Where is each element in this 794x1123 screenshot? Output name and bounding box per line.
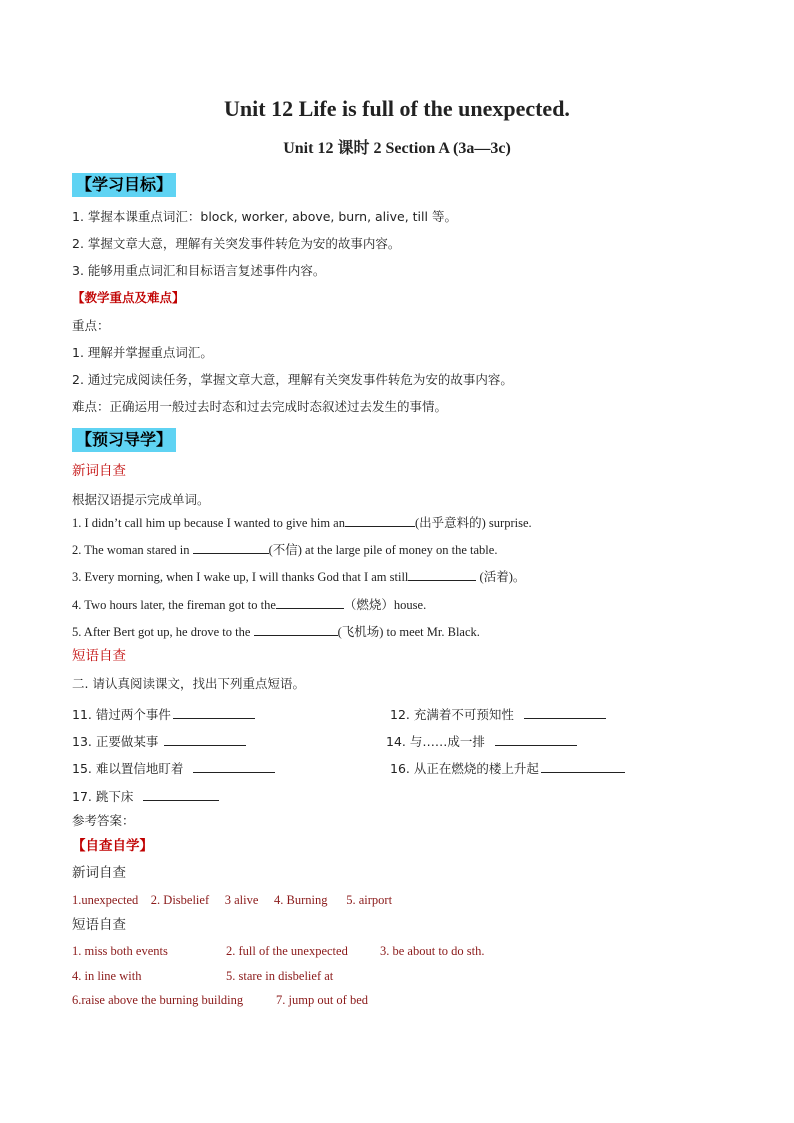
focus-item: 1. 理解并掌握重点词汇。 [72, 345, 213, 360]
answer-blank[interactable] [143, 788, 219, 801]
objectives-heading: 【学习目标】 [72, 173, 176, 197]
vocab-section-label: 新词自查 [72, 463, 126, 479]
phrase-instruction: 二. 请认真阅读课文，找出下列重点短语。 [72, 676, 305, 691]
vocab-item: 3. Every morning, when I wake up, I will thanks God that I am still (活着)。 [72, 570, 526, 584]
phrase-item: 14. 与……成一排 [386, 733, 577, 749]
answer-blank[interactable] [276, 596, 344, 609]
difficulty-text: 难点：正确运用一般过去时态和过去完成时态叙述过去发生的事情。 [72, 399, 448, 414]
answer-blank[interactable] [524, 706, 606, 719]
vocab-item: 4. Two hours later, the fireman got to the （燃烧）house. [72, 598, 427, 612]
answers-phrase-label: 短语自查 [72, 917, 126, 933]
phrase-answer: 4. in line with [72, 969, 142, 983]
phrase-answer: 3. be about to do sth. [380, 944, 485, 958]
objective-item: 2. 掌握文章大意，理解有关突发事件转危为安的故事内容。 [72, 236, 401, 251]
phrase-answer: 6.raise above the burning building [72, 993, 244, 1007]
answer-blank[interactable] [173, 706, 255, 719]
answer-blank[interactable] [345, 514, 415, 527]
page-title: Unit 12 Life is full of the unexpected. [224, 96, 570, 121]
answer-blank[interactable] [164, 733, 246, 746]
vocab-item: 2. The woman stared in (不信) at the large pile of money on the table. [72, 543, 498, 557]
phrase-item: 17. 跳下床 [72, 788, 219, 804]
phrase-item: 15. 难以置信地盯着 [72, 760, 275, 776]
phrase-section-label: 短语自查 [72, 648, 126, 664]
objective-item: 3. 能够用重点词汇和目标语言复述事件内容。 [72, 263, 326, 278]
phrase-answer: 5. stare in disbelief at [226, 969, 334, 983]
focus-item: 2. 通过完成阅读任务，掌握文章大意，理解有关突发事件转危为安的故事内容。 [72, 372, 513, 387]
answer-blank[interactable] [541, 760, 625, 773]
vocab-item: 5. After Bert got up, he drove to the (飞机场) to meet Mr. Black. [72, 625, 480, 639]
vocab-answers: 1.unexpected 2. Disbelief 3 alive 4. Burning 5. airport [72, 893, 393, 907]
answer-blank[interactable] [254, 623, 338, 636]
answer-blank[interactable] [193, 541, 269, 554]
phrase-answer: 2. full of the unexpected [226, 944, 348, 958]
phrase-answer: 7. jump out of bed [276, 993, 369, 1007]
focus-label: 重点： [72, 318, 110, 333]
answers-label: 参考答案： [72, 813, 135, 828]
page-subtitle: Unit 12 课时 2 Section A (3a—3c) [283, 140, 511, 157]
answers-heading: 【自查自学】 [72, 838, 153, 854]
key-points-heading: 【教学重点及难点】 [72, 290, 185, 305]
vocab-instruction: 根据汉语提示完成单词。 [72, 492, 210, 507]
answer-blank[interactable] [408, 568, 476, 581]
objective-item: 1. 掌握本课重点词汇：block, worker, above, burn, alive, till 等。 [72, 209, 457, 224]
preview-heading: 【预习导学】 [72, 428, 176, 452]
phrase-item: 16. 从正在燃烧的楼上升起 [390, 760, 625, 776]
answers-vocab-label: 新词自查 [72, 865, 126, 881]
answer-blank[interactable] [495, 733, 577, 746]
phrase-item: 12. 充满着不可预知性 [390, 706, 606, 722]
phrase-item: 11. 错过两个事件 [72, 706, 255, 722]
phrase-item: 13. 正要做某事 [72, 733, 246, 749]
phrase-answer: 1. miss both events [72, 944, 168, 958]
answer-blank[interactable] [193, 760, 275, 773]
vocab-item: 1. I didn’t call him up because I wanted to give him an (出乎意料的) surprise. [72, 516, 532, 530]
